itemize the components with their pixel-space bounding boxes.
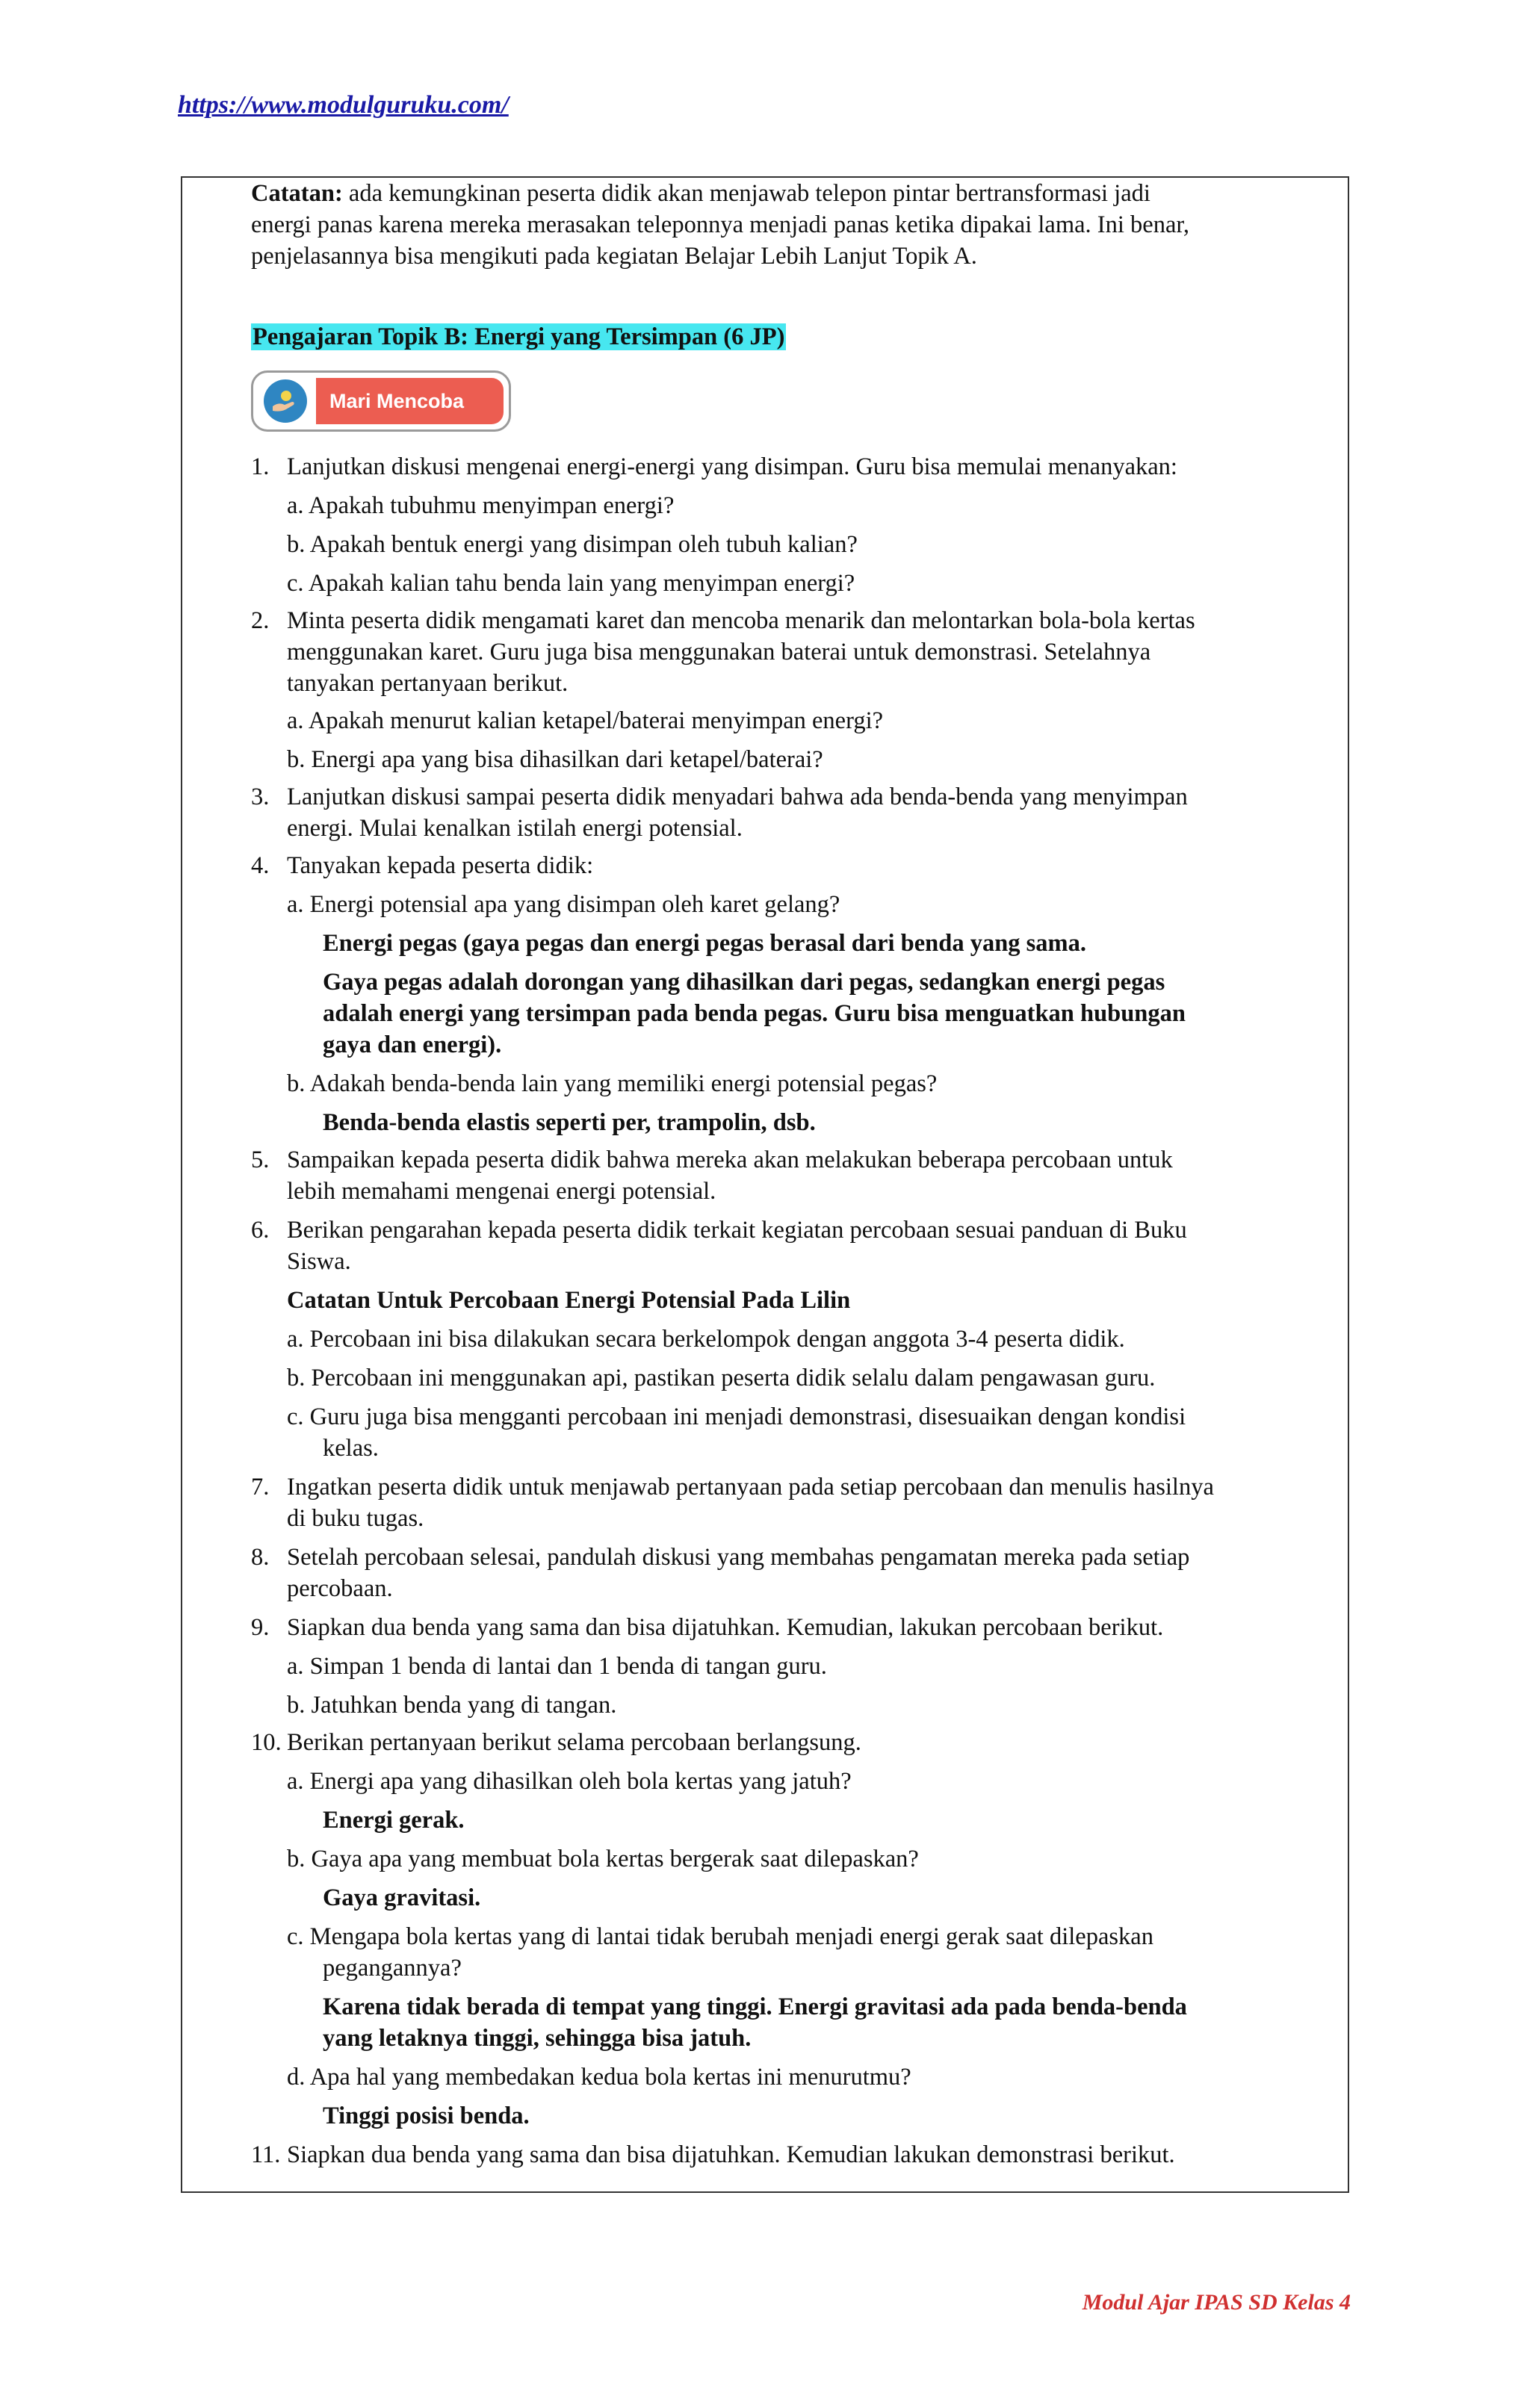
step-6-sub-c: c. Guru juga bisa mengganti percobaan ini menjadi demonstrasi, disesuaikan dengan kondisi — [287, 1403, 1186, 1430]
step-1-number: 1. — [251, 453, 270, 480]
step-4-answer-b: Benda-benda elastis seperti per, trampolin, dsb. — [323, 1109, 816, 1136]
step-10-answer-c: Karena tidak berada di tempat yang tinggi. Energi gravitasi ada pada benda-benda yang letaknya tinggi, sehingga bisa jatuh. — [323, 1993, 1187, 2052]
step-2-number: 2. — [251, 607, 270, 634]
step-4-answer-a: Energi pegas (gaya pegas dan energi pegas berasal dari benda yang sama. Gaya pegas adalah dorongan yang dihasilkan dari pegas, sedangkan energi pegas adalah energi yang tersimpan pada benda pegas. Guru bisa menguatkan hubungan gaya dan energi). — [323, 930, 1186, 1058]
step-10-answer-a: Energi gerak. — [323, 1807, 465, 1834]
note-paragraph: Catatan: ada kemungkinan peserta didik akan menjawab telepon pintar bertransformasi jadi energi panas karena mereka merasakan teleponnya menjadi panas ketika dipakai lama. Ini benar, penjelasannya bisa mengikuti pada kegiatan Belajar Lebih Lanjut Topik A. — [251, 180, 1190, 270]
step-6-text: Berikan pengarahan kepada peserta didik terkait kegiatan percobaan sesuai panduan di Buku Siswa. — [287, 1217, 1187, 1275]
step-7-number: 7. — [251, 1474, 270, 1501]
step-6-heading: Catatan Untuk Percobaan Energi Potensial Pada Lilin — [287, 1287, 851, 1314]
step-10-number: 10. — [251, 1729, 282, 1756]
step-2-sub-a: a. Apakah menurut kalian ketapel/baterai menyimpan energi? — [287, 707, 884, 734]
mari-mencoba-button[interactable] — [251, 370, 511, 432]
step-3-number: 3. — [251, 783, 270, 810]
step-10-sub-d: d. Apa hal yang membedakan kedua bola kertas ini menurutmu? — [287, 2064, 911, 2091]
step-10-sub-b: b. Gaya apa yang membuat bola kertas bergerak saat dilepaskan? — [287, 1846, 919, 1872]
step-11-number: 11. — [251, 2141, 281, 2168]
step-8-text: Setelah percobaan selesai, pandulah diskusi yang membahas pengamatan mereka pada setiap percobaan. — [287, 1544, 1190, 1602]
step-2-sub-b: b. Energi apa yang bisa dihasilkan dari ketapel/baterai? — [287, 746, 823, 773]
step-9-text: Siapkan dua benda yang sama dan bisa dijatuhkan. Kemudian, lakukan percobaan berikut. — [287, 1614, 1164, 1641]
note-label: Catatan: — [251, 180, 343, 207]
step-6-sub-c-cont: kelas. — [323, 1435, 379, 1462]
step-4-sub-b: b. Adakah benda-benda lain yang memiliki energi potensial pegas? — [287, 1070, 938, 1097]
step-7-text: Ingatkan peserta didik untuk menjawab pertanyaan pada setiap percobaan dan menulis hasilnya di buku tugas. — [287, 1474, 1214, 1532]
step-6-sub-b: b. Percobaan ini menggunakan api, pastikan peserta didik selalu dalam pengawasan guru. — [287, 1365, 1156, 1391]
step-4-sub-a: a. Energi potensial apa yang disimpan oleh karet gelang? — [287, 891, 840, 918]
step-4-number: 4. — [251, 852, 270, 879]
step-4-text: Tanyakan kepada peserta didik: — [287, 852, 594, 879]
step-2-text: Minta peserta didik mengamati karet dan mencoba menarik dan melontarkan bola-bola kertas menggunakan karet. Guru juga bisa menggunakan baterai untuk demonstrasi. Setelahnya tanyakan pertanyaan berikut. — [287, 607, 1195, 697]
step-9-sub-a: a. Simpan 1 benda di lantai dan 1 benda di tangan guru. — [287, 1653, 827, 1680]
step-6-sub-a: a. Percobaan ini bisa dilakukan secara berkelompok dengan anggota 3-4 peserta didik. — [287, 1326, 1125, 1353]
step-1-text: Lanjutkan diskusi mengenai energi-energi yang disimpan. Guru bisa memulai menanyakan: — [287, 453, 1177, 480]
step-5-number: 5. — [251, 1146, 270, 1173]
step-1-sub-a: a. Apakah tubuhmu menyimpan energi? — [287, 492, 675, 519]
step-8-number: 8. — [251, 1544, 270, 1571]
content-box — [181, 176, 1349, 2193]
header-url[interactable]: https://www.modulguruku.com/ — [178, 91, 509, 119]
step-9-number: 9. — [251, 1614, 270, 1641]
step-6-number: 6. — [251, 1217, 270, 1244]
step-5-text: Sampaikan kepada peserta didik bahwa mereka akan melakukan beberapa percobaan untuk lebih memahami mengenai energi potensial. — [287, 1146, 1173, 1205]
step-10-sub-a: a. Energi apa yang dihasilkan oleh bola kertas yang jatuh? — [287, 1768, 852, 1795]
step-3-text: Lanjutkan diskusi sampai peserta didik menyadari bahwa ada benda-benda yang menyimpan energi. Mulai kenalkan istilah energi potensial. — [287, 783, 1188, 842]
step-9-sub-b: b. Jatuhkan benda yang di tangan. — [287, 1692, 617, 1719]
step-10-text: Berikan pertanyaan berikut selama percobaan berlangsung. — [287, 1729, 861, 1756]
step-1-sub-c: c. Apakah kalian tahu benda lain yang menyimpan energi? — [287, 570, 855, 597]
footer-title: Modul Ajar IPAS SD Kelas 4 — [1082, 2290, 1351, 2315]
step-1-sub-b: b. Apakah bentuk energi yang disimpan oleh tubuh kalian? — [287, 531, 858, 558]
step-10-sub-c: c. Mengapa bola kertas yang di lantai tidak berubah menjadi energi gerak saat dilepaskan pegangannya? — [287, 1923, 1153, 1982]
step-10-answer-d: Tinggi posisi benda. — [323, 2103, 530, 2129]
section-title: Pengajaran Topik B: Energi yang Tersimpan (6 JP) — [253, 323, 785, 350]
hand-icon — [264, 379, 307, 423]
step-10-answer-b: Gaya gravitasi. — [323, 1884, 481, 1911]
step-11-text: Siapkan dua benda yang sama dan bisa dijatuhkan. Kemudian lakukan demonstrasi berikut. — [287, 2141, 1175, 2168]
button-label-bg: Mari Mencoba — [316, 378, 504, 424]
